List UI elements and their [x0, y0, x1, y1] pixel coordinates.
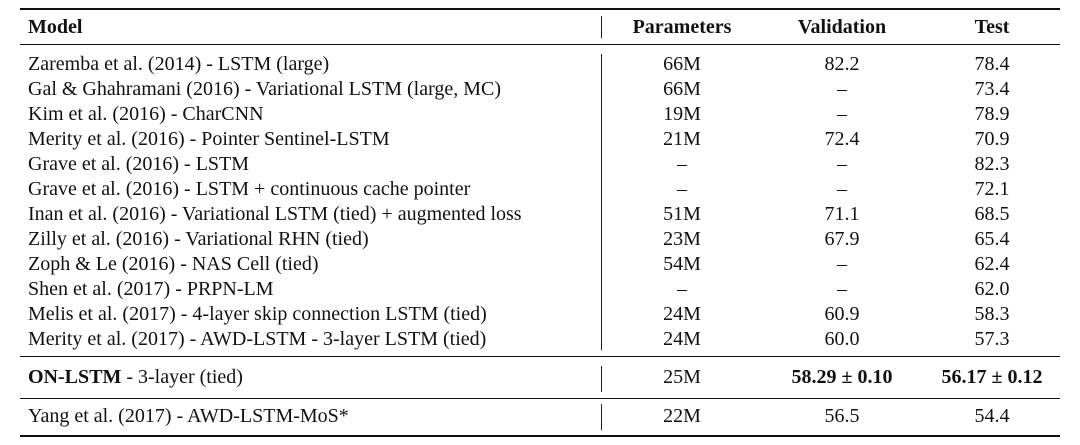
table-row	[20, 252, 1060, 277]
test-cell: 56.17 ± 0.12	[941, 366, 1043, 388]
table-row	[20, 327, 1060, 352]
test-cell: 65.4	[974, 228, 1010, 250]
validation-cell: 67.9	[824, 228, 860, 250]
table-row	[20, 277, 1060, 302]
model-cell: Zaremba et al. (2014) - LSTM (large)	[28, 53, 330, 75]
test-cell: 68.5	[974, 203, 1010, 225]
test-cell: 78.9	[974, 103, 1010, 125]
model-cell	[28, 365, 243, 390]
params-cell: –	[677, 153, 687, 175]
validation-cell: –	[837, 253, 847, 275]
bottom-rule	[20, 435, 1060, 437]
params-cell: 23M	[663, 228, 701, 250]
top-rule	[20, 8, 1060, 10]
ours-top-rule	[20, 356, 1060, 357]
model-cell: Merity et al. (2016) - Pointer Sentinel-LSTM	[28, 128, 390, 150]
table-row	[20, 77, 1060, 102]
validation-cell: –	[837, 153, 847, 175]
test-cell: 57.3	[974, 328, 1010, 350]
model-cell: Zilly et al. (2016) - Variational RHN (tied)	[28, 228, 369, 250]
validation-cell: –	[837, 278, 847, 300]
table-row	[20, 127, 1060, 152]
params-cell: –	[677, 178, 687, 200]
model-cell: Grave et al. (2016) - LSTM + continuous cache pointer	[28, 178, 471, 200]
params-cell: 22M	[663, 405, 701, 427]
test-cell: 78.4	[974, 53, 1010, 75]
test-cell: 73.4	[974, 78, 1010, 100]
validation-cell: 82.2	[824, 53, 860, 75]
header-model: Model	[28, 16, 83, 38]
test-cell: 58.3	[974, 303, 1010, 325]
params-cell: 66M	[663, 78, 701, 100]
model-cell: Merity et al. (2017) - AWD-LSTM - 3-layer LSTM (tied)	[28, 328, 487, 350]
table-row	[20, 52, 1060, 77]
table-row	[20, 302, 1060, 327]
model-name-bold: ON-LSTM	[28, 366, 122, 388]
model-cell: Kim et al. (2016) - CharCNN	[28, 103, 264, 125]
test-cell: 72.1	[974, 178, 1010, 200]
params-cell: 21M	[663, 128, 701, 150]
test-cell: 82.3	[974, 153, 1010, 175]
model-cell: Yang et al. (2017) - AWD-LSTM-MoS*	[28, 405, 349, 427]
params-cell: 51M	[663, 203, 701, 225]
header-parameters: Parameters	[632, 16, 732, 38]
validation-cell: 72.4	[824, 128, 860, 150]
table-row	[20, 177, 1060, 202]
validation-cell: 58.29 ± 0.10	[791, 366, 893, 388]
table-row	[20, 227, 1060, 252]
params-cell: 24M	[663, 328, 701, 350]
validation-cell: –	[837, 103, 847, 125]
model-cell: Zoph & Le (2016) - NAS Cell (tied)	[28, 253, 319, 275]
test-cell: 62.0	[974, 278, 1010, 300]
table-row	[20, 152, 1060, 177]
validation-cell: 60.0	[824, 328, 860, 350]
params-cell: –	[677, 278, 687, 300]
header-rule	[20, 44, 1060, 45]
params-cell: 19M	[663, 103, 701, 125]
header-validation: Validation	[797, 16, 887, 38]
validation-cell: 56.5	[824, 405, 860, 427]
test-cell: 62.4	[974, 253, 1010, 275]
model-cell: Shen et al. (2017) - PRPN-LM	[28, 278, 274, 300]
model-cell: Gal & Ghahramani (2016) - Variational LSTM (large, MC)	[28, 78, 502, 100]
params-cell: 66M	[663, 53, 701, 75]
params-cell: 24M	[663, 303, 701, 325]
table-row	[20, 202, 1060, 227]
table-row	[20, 404, 1060, 429]
header-row	[20, 15, 1060, 40]
test-cell: 54.4	[974, 405, 1010, 427]
params-cell: 54M	[663, 253, 701, 275]
params-cell: 25M	[663, 366, 701, 388]
test-cell: 70.9	[974, 128, 1010, 150]
ours-bottom-rule	[20, 398, 1060, 399]
validation-cell: 60.9	[824, 303, 860, 325]
model-cell: Inan et al. (2016) - Variational LSTM (tied) + augmented loss	[28, 203, 522, 225]
model-cell: Melis et al. (2017) - 4-layer skip connection LSTM (tied)	[28, 303, 487, 325]
table-row	[20, 102, 1060, 127]
model-cell: Grave et al. (2016) - LSTM	[28, 153, 250, 175]
header-test: Test	[974, 16, 1010, 38]
validation-cell: –	[837, 78, 847, 100]
validation-cell: 71.1	[824, 203, 860, 225]
on-lstm-row	[20, 365, 1060, 390]
model-name-rest: - 3-layer (tied)	[121, 366, 243, 388]
validation-cell: –	[837, 178, 847, 200]
